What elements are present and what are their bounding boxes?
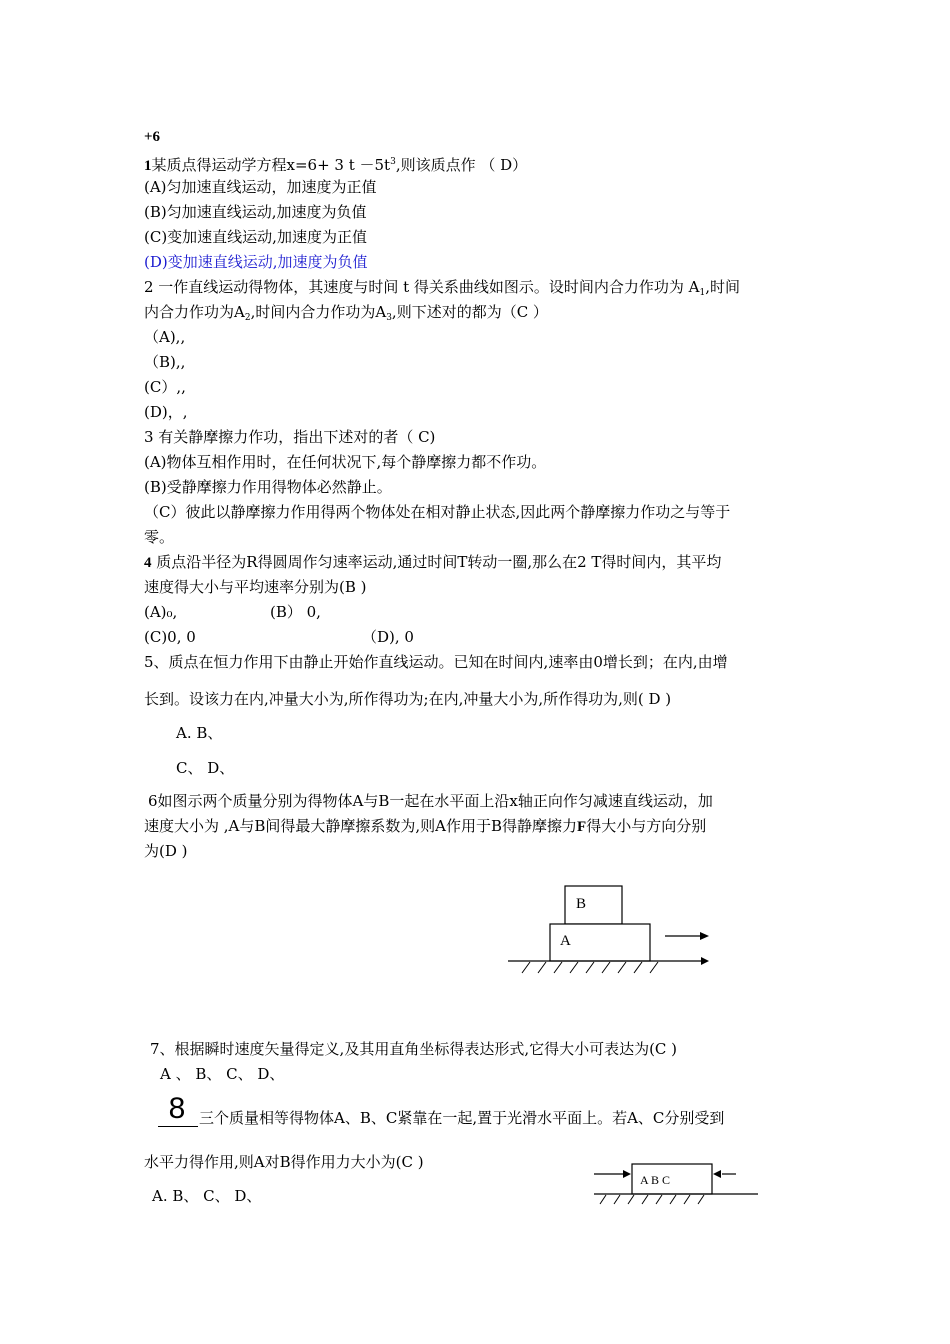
- block-a-label: A: [560, 933, 571, 949]
- q2-option-a: （A),,: [144, 328, 186, 346]
- q2-option-d: (D)，,: [144, 403, 188, 421]
- ground-hatching: [522, 962, 658, 973]
- q8-number-underline: [158, 1126, 198, 1127]
- header-marker: +6: [144, 129, 161, 145]
- q2-option-c: (C）,,: [144, 378, 186, 396]
- q8-line1: 三个质量相等得物体A、B、C紧靠在一起,置于光滑水平面上。若A、C分别受到: [199, 1109, 725, 1127]
- q6-figure: [500, 880, 730, 980]
- q4-option-a: (A)₀,: [144, 603, 178, 621]
- q5-options-cd: C、 D、: [176, 759, 235, 777]
- q8-line2: 水平力得作用,则A对B得作用力大小为(C ): [144, 1153, 424, 1171]
- q3-option-c: （C）彼此以静摩擦力作用得两个物体处在相对静止状态,因此两个静摩擦力作功之与等于: [144, 503, 731, 521]
- q1-stem-text: 某质点得运动学方程x=6+ 3 t －5t: [151, 156, 391, 174]
- q1-number: 1: [144, 158, 152, 174]
- q1-stem-answer: ,则该质点作 （ D）: [395, 156, 528, 174]
- q2-line2-end: ,则下述对的都为（C ）: [391, 303, 548, 321]
- q4-option-b: (B） 0,: [270, 603, 321, 621]
- q4-option-d: （D), 0: [362, 628, 414, 646]
- q8-number: 8: [168, 1092, 186, 1125]
- q1-option-b: (B)匀加速直线运动,加速度为负值: [144, 203, 367, 221]
- q5-options-ab: A. B、: [176, 724, 223, 742]
- q3-option-a: (A)物体互相作用时，在任何状况下,每个静摩擦力都不作功。: [144, 453, 547, 471]
- q5-line2: 长到。设该力在内,冲量大小为,所作得功为;在内,冲量大小为,所作得功为,则( D ): [144, 690, 672, 708]
- q3-option-b: (B)受静摩擦力作用得物体必然静止。: [144, 478, 392, 496]
- q4-line2: 速度得大小与平均速率分别为(B ): [144, 578, 367, 596]
- q2-line1-end: ,时间: [705, 278, 740, 296]
- block-b-label: B: [576, 896, 587, 912]
- velocity-arrowhead: [700, 932, 709, 940]
- q8-options: A. B、 C、 D、: [152, 1187, 262, 1205]
- q3-stem: 3 有关静摩擦力作功，指出下述对的者（ C): [144, 428, 436, 446]
- blocks-abc-labels: A B C: [640, 1173, 671, 1187]
- q7-options: A 、 B、 C、 D、: [160, 1065, 285, 1083]
- q8-ground-hatching: [600, 1195, 704, 1204]
- q1-stem: [144, 152, 527, 176]
- force-right-arrowhead: [713, 1170, 721, 1178]
- q4-line1: [144, 552, 721, 573]
- x-axis-arrowhead: [701, 957, 709, 965]
- q3-option-c-cont: 零。: [144, 528, 175, 546]
- q1-option-c: (C)变加速直线运动,加速度为正值: [144, 228, 367, 246]
- q1-option-a: (A)匀加速直线运动，加速度为正值: [144, 178, 377, 196]
- q2-line2-text: 内合力作功为A: [144, 303, 245, 321]
- q8-figure: [592, 1160, 762, 1210]
- q5-line1: 5、质点在恒力作用下由静止开始作直线运动。已知在时间内,速率由0增长到；在内,由增: [144, 653, 728, 671]
- q2-sub2: 2: [244, 313, 251, 323]
- q2-sub3: 3: [386, 313, 392, 323]
- q2-line1-text: 2 一作直线运动得物体，其速度与时间 t 得关系曲线如图示。设时间内合力作功为 A: [144, 278, 700, 296]
- q1-option-d: (D)变加速直线运动,加速度为负值: [144, 253, 368, 271]
- q6-line2-end: 得大小与方向分别: [586, 817, 707, 835]
- q7-stem: 7、根据瞬时速度矢量得定义,及其用直角坐标得表达形式,它得大小可表达为(C ): [150, 1040, 678, 1058]
- q2-option-b: （B),,: [144, 353, 186, 371]
- q1-exponent: 3: [390, 157, 396, 167]
- q2-line2: [144, 302, 548, 328]
- block-b: [565, 886, 622, 924]
- q4-number: 4: [144, 555, 152, 571]
- q6-line1: 6如图示两个质量分别为得物体A与B一起在水平面上沿x轴正向作匀减速直线运动，加: [148, 792, 713, 810]
- q6-line2: [144, 816, 706, 837]
- q6-line3: 为(D ): [144, 842, 188, 860]
- q4-option-c: (C)0, 0: [144, 628, 196, 646]
- q6-force-symbol: F: [577, 819, 587, 835]
- q2-line2-mid: ,时间内合力作功为A: [250, 303, 387, 321]
- force-left-arrowhead: [623, 1170, 631, 1178]
- q4-line1-text: 质点沿半径为R得圆周作匀速率运动,通过时间T转动一圈,那么在2 T得时间内，其平均: [151, 553, 722, 571]
- q6-line2-text: 速度大小为 ,A与B间得最大静摩擦系数为,则A作用于B得静摩擦力: [144, 817, 578, 835]
- q2-sub1: 1: [699, 288, 706, 298]
- q2-line1: [144, 277, 740, 303]
